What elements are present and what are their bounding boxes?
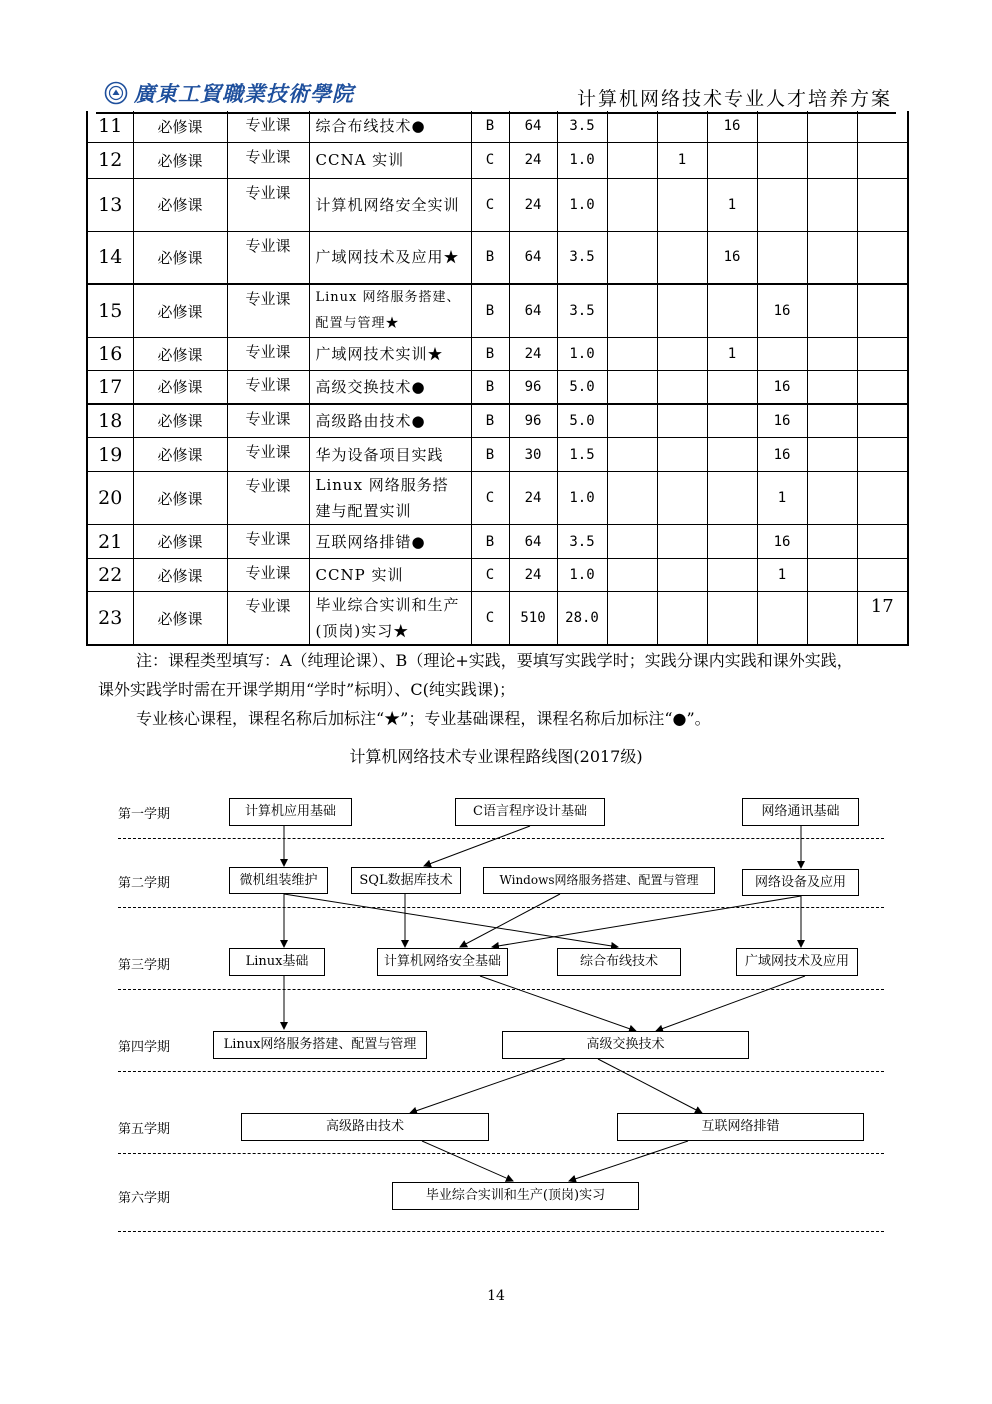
semester-5-label: 第五学期 bbox=[118, 1122, 171, 1137]
course-type: 必修课 bbox=[133, 559, 227, 592]
course-credits: 3.5 bbox=[557, 525, 607, 559]
course-name: Linux 网络服务搭建、配置与管理★ bbox=[309, 284, 471, 338]
course-box-computer-basics: 计算机应用基础 bbox=[229, 798, 352, 826]
course-kind: B bbox=[471, 438, 509, 472]
course-box-advanced-routing: 高级路由技术 bbox=[241, 1113, 489, 1141]
course-box-advanced-switching: 高级交换技术 bbox=[502, 1031, 749, 1059]
course-name: 互联网络排错● bbox=[309, 525, 471, 559]
course-type: 必修课 bbox=[133, 178, 227, 231]
semester-4-label: 第四学期 bbox=[118, 1040, 171, 1055]
course-type: 必修课 bbox=[133, 231, 227, 284]
course-category: 专业课 bbox=[227, 284, 309, 338]
semester-4-hours: 16 bbox=[757, 371, 807, 404]
semester-4-hours: 16 bbox=[757, 284, 807, 338]
semester-3-hours: 16 bbox=[707, 231, 757, 284]
course-box-graduation-internship: 毕业综合实训和生产(顶岗)实习 bbox=[392, 1182, 639, 1210]
course-category: 专业课 bbox=[227, 111, 309, 142]
course-credits: 5.0 bbox=[557, 371, 607, 404]
semester-2-label: 第二学期 bbox=[118, 876, 171, 891]
course-hours: 96 bbox=[509, 404, 557, 438]
arrow bbox=[480, 976, 636, 1031]
semester-4-hours: 16 bbox=[757, 525, 807, 559]
course-credits: 3.5 bbox=[557, 284, 607, 338]
course-category: 专业课 bbox=[227, 592, 309, 646]
course-category: 专业课 bbox=[227, 142, 309, 178]
course-type: 必修课 bbox=[133, 525, 227, 559]
course-kind: B bbox=[471, 525, 509, 559]
course-hours: 64 bbox=[509, 284, 557, 338]
course-box-structured-cabling: 综合布线技术 bbox=[557, 948, 681, 976]
course-type: 必修课 bbox=[133, 142, 227, 178]
course-type: 必修课 bbox=[133, 438, 227, 472]
course-kind: B bbox=[471, 404, 509, 438]
arrow bbox=[284, 894, 618, 947]
row-number: 22 bbox=[87, 559, 133, 592]
row-number: 13 bbox=[87, 178, 133, 231]
course-credits: 1.0 bbox=[557, 178, 607, 231]
arrow bbox=[422, 1141, 513, 1181]
course-name: 高级路由技术● bbox=[309, 404, 471, 438]
row-number: 19 bbox=[87, 438, 133, 472]
arrow bbox=[492, 896, 801, 947]
semester-3-hours: 1 bbox=[707, 338, 757, 371]
course-hours: 510 bbox=[509, 592, 557, 646]
course-kind: B bbox=[471, 284, 509, 338]
course-name: 广域网技术及应用★ bbox=[309, 231, 471, 284]
course-box-c-programming: C语言程序设计基础 bbox=[455, 798, 605, 826]
course-credits: 1.0 bbox=[557, 338, 607, 371]
course-category: 专业课 bbox=[227, 438, 309, 472]
course-category: 专业课 bbox=[227, 231, 309, 284]
note-line-1: 注：课程类型填写：A（纯理论课）、B（理论+实践，要填写实践学时；实践分课内实践和课外实践， bbox=[136, 651, 853, 670]
course-category: 专业课 bbox=[227, 559, 309, 592]
course-hours: 24 bbox=[509, 472, 557, 525]
arrow bbox=[424, 826, 530, 866]
document-title: 计算机网络技术专业人才培养方案 bbox=[576, 88, 892, 110]
semester-3-hours: 16 bbox=[707, 111, 757, 142]
course-kind: C bbox=[471, 142, 509, 178]
course-box-network-communication: 网络通讯基础 bbox=[742, 798, 859, 826]
semester-3-label: 第三学期 bbox=[118, 958, 171, 973]
course-type: 必修课 bbox=[133, 404, 227, 438]
semester-3-hours: 1 bbox=[707, 178, 757, 231]
course-box-network-devices: 网络设备及应用 bbox=[742, 869, 859, 896]
course-kind: C bbox=[471, 472, 509, 525]
course-category: 专业课 bbox=[227, 472, 309, 525]
row-number: 17 bbox=[87, 371, 133, 404]
arrow bbox=[569, 1141, 688, 1181]
row-number: 12 bbox=[87, 142, 133, 178]
course-name: 毕业综合实训和生产(顶岗)实习★ bbox=[309, 592, 471, 646]
course-name: Linux 网络服务搭建与配置实训 bbox=[309, 472, 471, 525]
page-number: 14 bbox=[487, 1288, 505, 1304]
semester-2-hours: 1 bbox=[657, 142, 707, 178]
row-number: 20 bbox=[87, 472, 133, 525]
course-name: CCNP 实训 bbox=[309, 559, 471, 592]
semester-6-label: 第六学期 bbox=[118, 1191, 171, 1206]
course-type: 必修课 bbox=[133, 592, 227, 646]
course-category: 专业课 bbox=[227, 404, 309, 438]
course-kind: B bbox=[471, 111, 509, 142]
course-kind: C bbox=[471, 559, 509, 592]
course-name: 高级交换技术● bbox=[309, 371, 471, 404]
course-box-sql-database: SQL数据库技术 bbox=[351, 867, 461, 894]
course-box-windows-services: Windows网络服务搭建、配置与管理 bbox=[483, 867, 715, 894]
course-box-pc-assembly: 微机组装维护 bbox=[229, 867, 328, 894]
course-kind: B bbox=[471, 338, 509, 371]
course-box-linux-services: Linux网络服务搭建、配置与管理 bbox=[213, 1031, 427, 1059]
course-type: 必修课 bbox=[133, 472, 227, 525]
course-kind: B bbox=[471, 231, 509, 284]
arrow bbox=[460, 894, 560, 947]
course-hours: 64 bbox=[509, 111, 557, 142]
note-line-2: 课外实践学时需在开课学期用“学时”标明）、C(纯实践课)； bbox=[98, 680, 516, 699]
semester-1-label: 第一学期 bbox=[118, 807, 171, 822]
course-hours: 96 bbox=[509, 371, 557, 404]
row-number: 16 bbox=[87, 338, 133, 371]
course-box-internetwork-troubleshooting: 互联网络排错 bbox=[617, 1113, 864, 1141]
course-category: 专业课 bbox=[227, 178, 309, 231]
course-credits: 1.0 bbox=[557, 472, 607, 525]
semester-4-hours: 1 bbox=[757, 559, 807, 592]
course-type: 必修课 bbox=[133, 338, 227, 371]
semester-4-hours: 16 bbox=[757, 404, 807, 438]
roadmap-title: 计算机网络技术专业课程路线图(2017级) bbox=[349, 747, 643, 766]
course-category: 专业课 bbox=[227, 525, 309, 559]
row-number: 11 bbox=[87, 111, 133, 142]
course-kind: C bbox=[471, 178, 509, 231]
note-line-3: 专业核心课程，课程名称后加标注“★”；专业基础课程，课程名称后加标注“●”。 bbox=[136, 709, 711, 728]
semester-4-hours: 1 bbox=[757, 472, 807, 525]
arrow bbox=[598, 1059, 702, 1113]
course-credits: 3.5 bbox=[557, 231, 607, 284]
course-name: 华为设备项目实践 bbox=[309, 438, 471, 472]
course-hours: 24 bbox=[509, 142, 557, 178]
course-category: 专业课 bbox=[227, 371, 309, 404]
semester-4-hours: 16 bbox=[757, 438, 807, 472]
semester-6-hours: 17 bbox=[857, 592, 908, 646]
course-name: 广域网技术实训★ bbox=[309, 338, 471, 371]
course-hours: 64 bbox=[509, 231, 557, 284]
course-credits: 1.0 bbox=[557, 142, 607, 178]
row-number: 15 bbox=[87, 284, 133, 338]
course-name: 计算机网络安全实训 bbox=[309, 178, 471, 231]
course-type: 必修课 bbox=[133, 371, 227, 404]
course-credits: 3.5 bbox=[557, 111, 607, 142]
course-name: CCNA 实训 bbox=[309, 142, 471, 178]
course-credits: 1.5 bbox=[557, 438, 607, 472]
course-hours: 24 bbox=[509, 559, 557, 592]
course-box-network-security: 计算机网络安全基础 bbox=[377, 948, 508, 976]
course-hours: 30 bbox=[509, 438, 557, 472]
course-box-wan-technology: 广域网技术及应用 bbox=[736, 948, 858, 976]
course-kind: B bbox=[471, 371, 509, 404]
arrow bbox=[656, 976, 805, 1031]
school-name: 廣東工貿職業技術學院 bbox=[134, 81, 354, 106]
course-credits: 5.0 bbox=[557, 404, 607, 438]
row-number: 14 bbox=[87, 231, 133, 284]
course-credits: 28.0 bbox=[557, 592, 607, 646]
row-number: 23 bbox=[87, 592, 133, 646]
course-credits: 1.0 bbox=[557, 559, 607, 592]
course-kind: C bbox=[471, 592, 509, 646]
course-box-linux-basics: Linux基础 bbox=[229, 948, 325, 976]
row-number: 21 bbox=[87, 525, 133, 559]
course-type: 必修课 bbox=[133, 111, 227, 142]
course-hours: 64 bbox=[509, 525, 557, 559]
course-name: 综合布线技术● bbox=[309, 111, 471, 142]
course-type: 必修课 bbox=[133, 284, 227, 338]
course-category: 专业课 bbox=[227, 338, 309, 371]
course-hours: 24 bbox=[509, 338, 557, 371]
arrow bbox=[410, 1059, 565, 1113]
row-number: 18 bbox=[87, 404, 133, 438]
course-hours: 24 bbox=[509, 178, 557, 231]
